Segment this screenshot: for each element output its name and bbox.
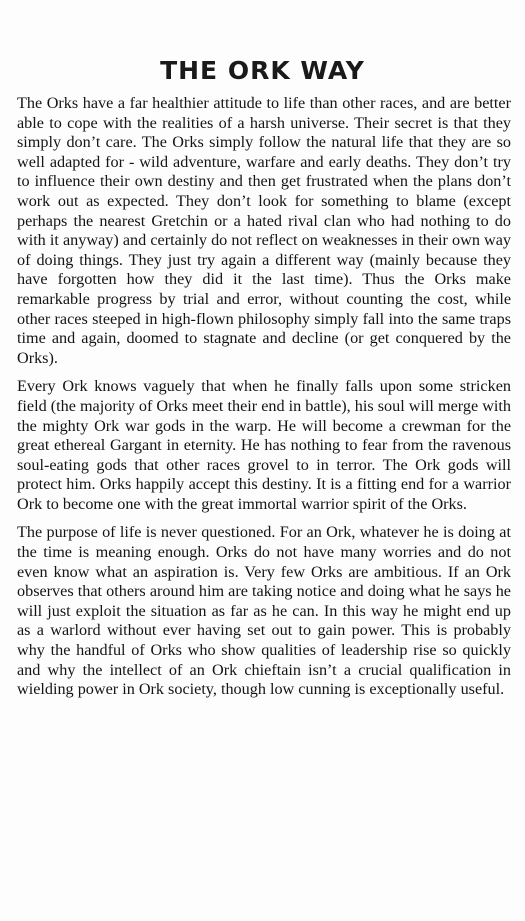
paragraph-1: The Orks have a far healthier attitude to life than other races, and are better able to cope with the realities of a harsh universe. Their secret is that they simply don’t care. The Orks simply follow the natural life that they are so well adapted for - wild adventure, warfare and early deaths. They don’t try to influence their own destiny and then get frustrated when the plans don’t work out as expected. They don’t look for something to blame (except perhaps the nearest Gretchin or a hated rival clan who had nothing to do with it anyway) and certainly do not reflect on weaknesses in their own way of doing things. They just try again a different way (mainly because they have forgotten how they did it the last time). Thus the Orks make remarkable progress by trial and error, without counting the cost, while other races steeped in high-flown philosophy simply fall into the same traps time and again, doomed to stagnate and decline (or get conquered by the Orks).: [17, 94, 511, 367]
paragraph-3: The purpose of life is never questioned. For an Ork, whatever he is doing at the time is meaning enough. Orks do not have many worries and do not even know what an aspiration is. Very few Orks are ambitious. If an Ork observes that others around him are taking notice and doing what he says he will just exploit the situation as far as he can. In this way he might end up as a warlord without ever having set out to gain power. This is probably why the handful of Orks who show qualities of leadership rise so quickly and why the intellect of an Ork chieftain isn’t a crucial qualification in wielding power in Ork society, though low cunning is exceptionally useful.: [17, 523, 511, 699]
paragraph-2: Every Ork knows vaguely that when he finally falls upon some stricken field (the majority of Orks meet their end in battle), his soul will merge with the mighty Ork war gods in the warp. He will become a crewman for the great ethereal Gargant in eternity. He has nothing to fear from the ravenous soul-eating gods that other races grovel to in terror. The Ork gods will protect him. Orks happily accept this destiny. It is a fitting end for a warrior Ork to become one with the great immortal warrior spirit of the Orks.: [17, 377, 511, 513]
page-title: THE ORK WAY: [160, 56, 365, 85]
body-text: [17, 94, 511, 709]
